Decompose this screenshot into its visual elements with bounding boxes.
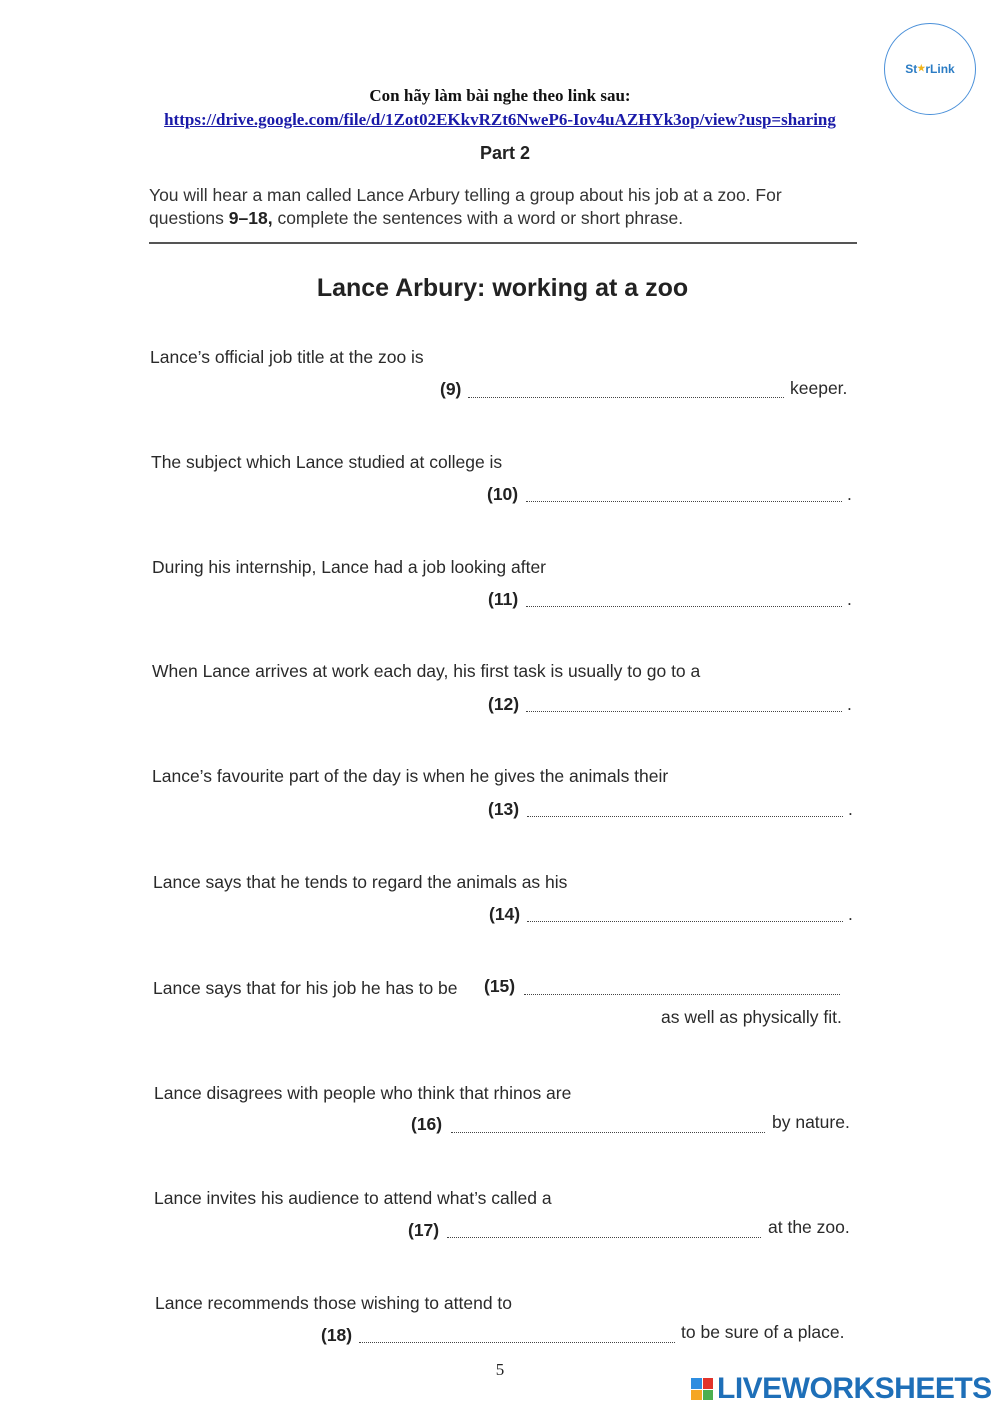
answer-14-blank[interactable] <box>527 921 843 922</box>
question-10-number: (10) <box>487 484 519 504</box>
worksheet-title: Lance Arbury: working at a zoo <box>316 274 689 302</box>
instructions-line-2: questions 9–18, complete the sentences with a word or short phrase. <box>149 208 684 228</box>
question-9-after: keeper. <box>790 378 848 398</box>
divider <box>149 242 857 244</box>
answer-10-blank[interactable] <box>526 501 842 502</box>
question-10-after: . <box>847 484 852 504</box>
answer-13-blank[interactable] <box>527 816 843 817</box>
answer-12-blank[interactable] <box>526 711 842 712</box>
question-14-after: . <box>848 904 853 924</box>
question-17-text: Lance invites his audience to attend what’s called a <box>154 1188 552 1208</box>
answer-15-blank[interactable] <box>524 994 840 995</box>
question-18-number: (18) <box>321 1325 353 1345</box>
question-12-text: When Lance arrives at work each day, his first task is usually to go to a <box>152 661 701 681</box>
question-16-after: by nature. <box>772 1112 850 1132</box>
answer-16-blank[interactable] <box>451 1132 765 1133</box>
question-14-number: (14) <box>489 904 521 924</box>
question-15-number: (15) <box>484 976 516 996</box>
question-18-after: to be sure of a place. <box>681 1322 845 1342</box>
question-9-number: (9) <box>440 379 462 399</box>
star-icon: ★ <box>917 63 926 73</box>
question-13-text: Lance’s favourite part of the day is when he gives the animals their <box>152 766 669 786</box>
question-15-text: Lance says that for his job he has to be <box>153 978 458 998</box>
instructions-line-1: You will hear a man called Lance Arbury telling a group about his job at a zoo. For <box>149 185 782 205</box>
answer-18-blank[interactable] <box>359 1342 675 1343</box>
question-11-text: During his internship, Lance had a job looking after <box>152 557 546 577</box>
logo-text: St★rLink <box>905 62 955 76</box>
part-title: Part 2 <box>479 143 531 163</box>
question-11-number: (11) <box>488 589 519 609</box>
question-11-after: . <box>847 589 852 609</box>
answer-17-blank[interactable] <box>447 1237 761 1238</box>
question-15-after: as well as physically fit. <box>661 1007 842 1027</box>
question-16-text: Lance disagrees with people who think that rhinos are <box>154 1083 572 1103</box>
question-12-after: . <box>847 694 852 714</box>
answer-9-blank[interactable] <box>468 397 784 398</box>
answer-11-blank[interactable] <box>526 606 842 607</box>
question-12-number: (12) <box>488 694 520 714</box>
instructions <box>149 184 849 230</box>
page-number: 5 <box>495 1360 505 1379</box>
question-17-after: at the zoo. <box>768 1217 850 1237</box>
question-17-number: (17) <box>408 1220 440 1240</box>
liveworksheets-icon <box>691 1378 713 1400</box>
liveworksheets-logo <box>691 1372 992 1406</box>
intro-title: Con hãy làm bài nghe theo link sau: <box>369 86 631 105</box>
question-9-text: Lance’s official job title at the zoo is <box>150 347 424 367</box>
question-13-number: (13) <box>488 799 520 819</box>
audio-link[interactable]: https://drive.google.com/file/d/1Zot02EKkvRZt6NweP6-Iov4uAZHYk3op/view?usp=sharing <box>164 110 836 129</box>
liveworksheets-wordmark: LIVEWORKSHEETS <box>717 1372 992 1405</box>
question-14-text: Lance says that he tends to regard the animals as his <box>153 872 568 892</box>
question-16-number: (16) <box>411 1114 443 1134</box>
question-18-text: Lance recommends those wishing to attend to <box>155 1293 513 1313</box>
question-13-after: . <box>848 799 853 819</box>
question-10-text: The subject which Lance studied at college is <box>151 452 503 472</box>
